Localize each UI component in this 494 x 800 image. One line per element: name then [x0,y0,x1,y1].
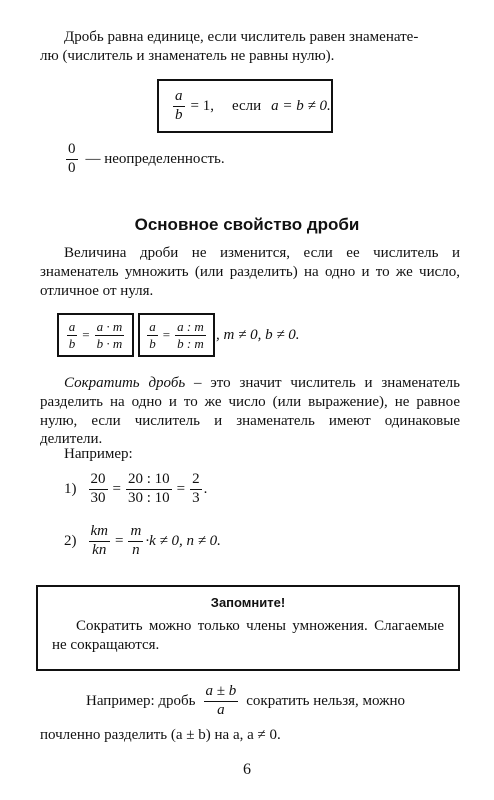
paragraph-one-line2: лю (числитель и знаменатель не равны нулю). [40,47,335,64]
indeterminate-line: $\frac{0}{0}$ — неопределенность. [68,141,225,176]
remember-box [36,585,460,671]
page-number: 6 [243,761,251,778]
paragraph-one-line1: Дробь равна единице, если числитель равен знаменате- [64,29,419,45]
formula-box-multiply: $\frac{a}{b}$ = $\frac{a \cdot m}{b \cdot m}$ [57,313,134,357]
example-label: Например: [64,446,133,462]
example-two: 2) $\frac{km}{kn}$ = $\frac{m}{n}$ ·k ≠ 0, n ≠ 0. [64,523,221,558]
paragraph-four: Например: дробь $\frac{a \pm b}{a}$ сократить нельзя, можно [86,683,406,718]
paragraph-two: Величина дроби не изменится, если ее числитель и знаменатель умножить (или разделить) на одно и то же число, отличное от нуля. [40,245,460,299]
paragraph-five: почленно разделить (a ± b) на a, a ≠ 0. [40,727,281,743]
term-reduce-fraction: Сократить дробь [64,375,186,391]
box-condition: , m ≠ 0, b ≠ 0. [216,327,300,343]
example-one: 1) $\frac{20}{30}$ = $\frac{20 : 10}{30 : 10}$ = $\frac{2}{3}$ . [64,471,208,506]
fraction-zero-over-zero: $\frac{0}{0}$ [68,141,76,176]
paragraph-one [40,28,460,66]
remember-text: Сократить можно только члены умножения. Слагаемые не сокращаются. [52,618,444,653]
paragraph-three: Сократить дробь – это значит числитель и знаменатель разделить на одно и то же число (или выражение), не равное нулю, если числитель и знаменатель имеют одинаковые делители. [40,375,460,448]
formula-box-divide: $\frac{a}{b}$ = $\frac{a : m}{b : m}$ [138,313,215,357]
section-heading: Основное свойство дроби [134,215,360,234]
fraction-a-over-b: $\frac{a}{b}$ [175,87,183,123]
formula-box-unity: $\frac{a}{b}$ = 1, если a = b ≠ 0. [157,79,333,133]
remember-title: Запомните! [210,595,286,610]
